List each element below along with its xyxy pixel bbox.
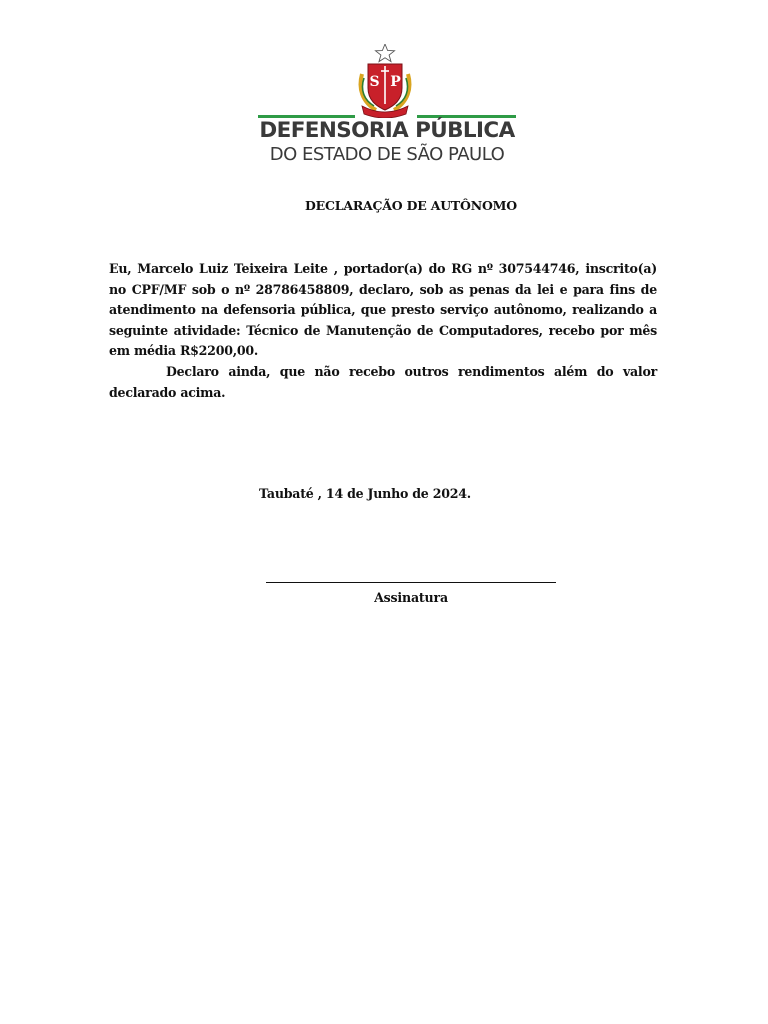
seal-monogram-p: P bbox=[390, 74, 401, 90]
declaration-paragraph: Eu, Marcelo Luiz Teixeira Leite , portador(a) do RG nº 307544746, inscrito(a) no CPF/MF sob o nº 28786458809, declaro, sob as penas da lei e para fins de atendimento na defensoria pública, que presto serviço autônomo, realizando a seguinte atividade: Técnico de Manutenção de Computadores, recebo por mês em média R$2200,00. bbox=[109, 261, 657, 358]
organization-subtitle: DO ESTADO DE SÃO PAULO bbox=[269, 144, 505, 165]
signature-line bbox=[266, 582, 556, 583]
sao-paulo-coat-of-arms-icon bbox=[352, 44, 418, 118]
place-and-date: Taubaté , 14 de Junho de 2024. bbox=[259, 486, 471, 501]
additional-declaration-paragraph: Declaro ainda, que não recebo outros rendimentos além do valor declarado acima. bbox=[109, 364, 657, 400]
seal-monogram-s: S bbox=[369, 74, 380, 90]
document-title: DECLARAÇÃO DE AUTÔNOMO bbox=[305, 198, 517, 213]
signature-label: Assinatura bbox=[374, 590, 448, 605]
letterhead bbox=[258, 40, 516, 168]
organization-name: DEFENSORIA PÚBLICA bbox=[259, 118, 515, 143]
